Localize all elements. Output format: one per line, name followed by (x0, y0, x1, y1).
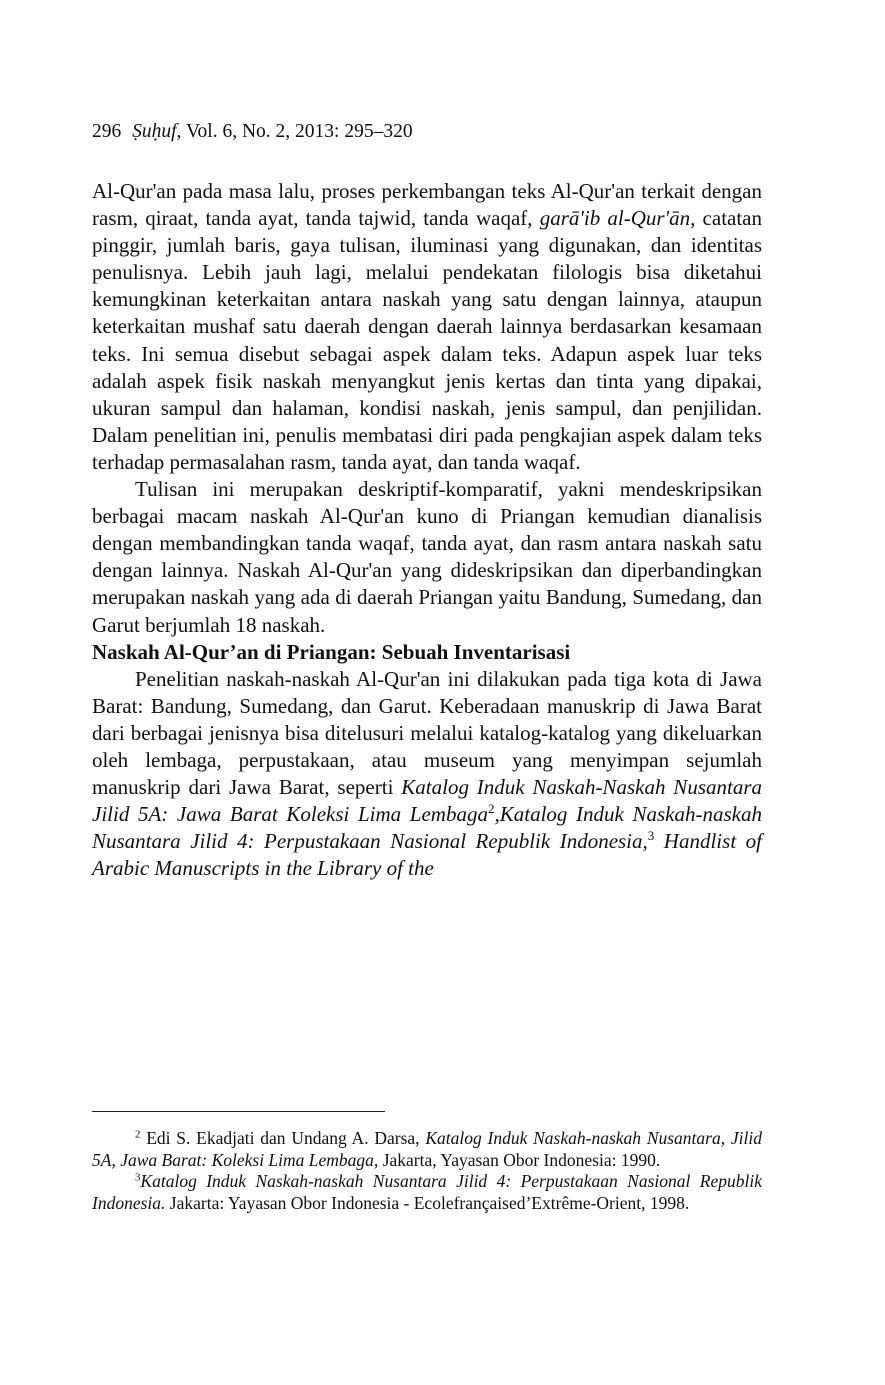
footnote-author: Edi S. Ekadjati dan Undang A. Darsa, (140, 1128, 426, 1148)
footnote-3 (92, 1171, 762, 1214)
section-heading: Naskah Al-Qur’an di Priangan: Sebuah Inventarisasi (92, 639, 571, 664)
footnote-divider (92, 1111, 385, 1112)
footnotes (92, 1128, 762, 1214)
paragraph-1-text-b: catatan pinggir, jumlah baris, gaya tulisan, iluminasi yang digunakan, dan identitas penulisnya. Lebih jauh lagi, melalui pendekatan filologis bisa diketahui kemungkinan keterkaitan antara naskah yang satu dengan lainnya, ataupun keterkaitan mushaf satu daerah dengan daerah lainnya berdasarkan kesamaan teks. Ini semua disebut sebagai aspek dalam teks. Adapun aspek luar teks adalah aspek fisik naskah menyangkut jenis kertas dan tinta yang dipakai, ukuran sampul dan halaman, kondisi naskah, jenis sampul, dan penjilidan. Dalam penelitian ini, penulis membatasi diri pada pengkajian aspek dalam teks terhadap permasalahan rasm, tanda ayat, dan tanda waqaf. (92, 206, 763, 474)
paragraph-2: Tulisan ini merupakan deskriptif-komparatif, yakni mendeskripsikan berbagai macam naskah Al-Qur'an kuno di Priangan kemudian dianalisis dengan membandingkan tanda waqaf, tanda ayat, dan rasm antara naskah satu dengan lainnya. Naskah Al-Qur'an yang dideskripsikan dan diperbandingkan merupakan naskah yang ada di daerah Priangan yaitu Bandung, Sumedang, dan Garut berjumlah 18 naskah. (92, 477, 762, 637)
catalog-title-3: Handlist of Arabic Manuscripts in the Library of the (92, 829, 762, 881)
paragraph-3 (92, 666, 762, 883)
footnote-title: Katalog Induk Naskah-naskah Nusantara, Jilid 5A, Jawa Barat: Koleksi Lima Lembaga, (92, 1128, 762, 1170)
running-header (92, 120, 772, 144)
journal-name: Ṣuḥuf, (132, 121, 182, 142)
footnote-title: Katalog Induk Naskah-naskah Nusantara Jilid 4: Perpustakaan Nasional Republik Indonesia. (92, 1171, 762, 1213)
arabic-term: garā'ib al-Qur'ān, (539, 206, 696, 231)
catalog-title-2: ,Katalog Induk Naskah-naskah Nusantara Jilid 4: Perpustakaan Nasional Republik Indonesia, (92, 802, 762, 854)
main-body (92, 178, 762, 882)
paragraph-3-text: Penelitian naskah-naskah Al-Qur'an ini dilakukan pada tiga kota di Jawa Barat: Bandung, Sumedang, dan Garut. Keberadaan manuskrip di Jawa Barat dari berbagai jenisnya bisa ditelusuri melalui katalog-katalog yang dikeluarkan oleh lembaga, perpustakaan, atau museum yang menyimpan sejumlah manuskrip dari Jawa Barat, seperti (92, 666, 762, 799)
catalog-title-1: Katalog Induk Naskah-Naskah Nusantara Jilid 5A: Jawa Barat Koleksi Lima Lembaga (92, 774, 762, 827)
page-number: 296 (92, 121, 122, 142)
footnote-publisher: Jakarta: Yayasan Obor Indonesia - Ecolefrançaised’Extrême-Orient, 1998. (165, 1192, 690, 1213)
footnote-ref-2[interactable]: 2 (487, 801, 495, 817)
paragraph-1-text-a: Al-Qur'an pada masa lalu, proses perkembangan teks Al-Qur'an terkait dengan rasm, qiraat, tanda ayat, tanda tajwid, tanda waqaf, (92, 179, 762, 231)
journal-citation: Vol. 6, No. 2, 2013: 295–320 (185, 121, 413, 142)
footnote-publisher: Jakarta, Yayasan Obor Indonesia: 1990. (378, 1149, 661, 1170)
footnote-ref-3[interactable]: 3 (647, 828, 655, 844)
footnote-number: 3 (135, 1171, 141, 1184)
paragraph-1 (92, 178, 762, 476)
footnote-2 (92, 1128, 762, 1171)
footnote-number: 2 (135, 1128, 141, 1141)
